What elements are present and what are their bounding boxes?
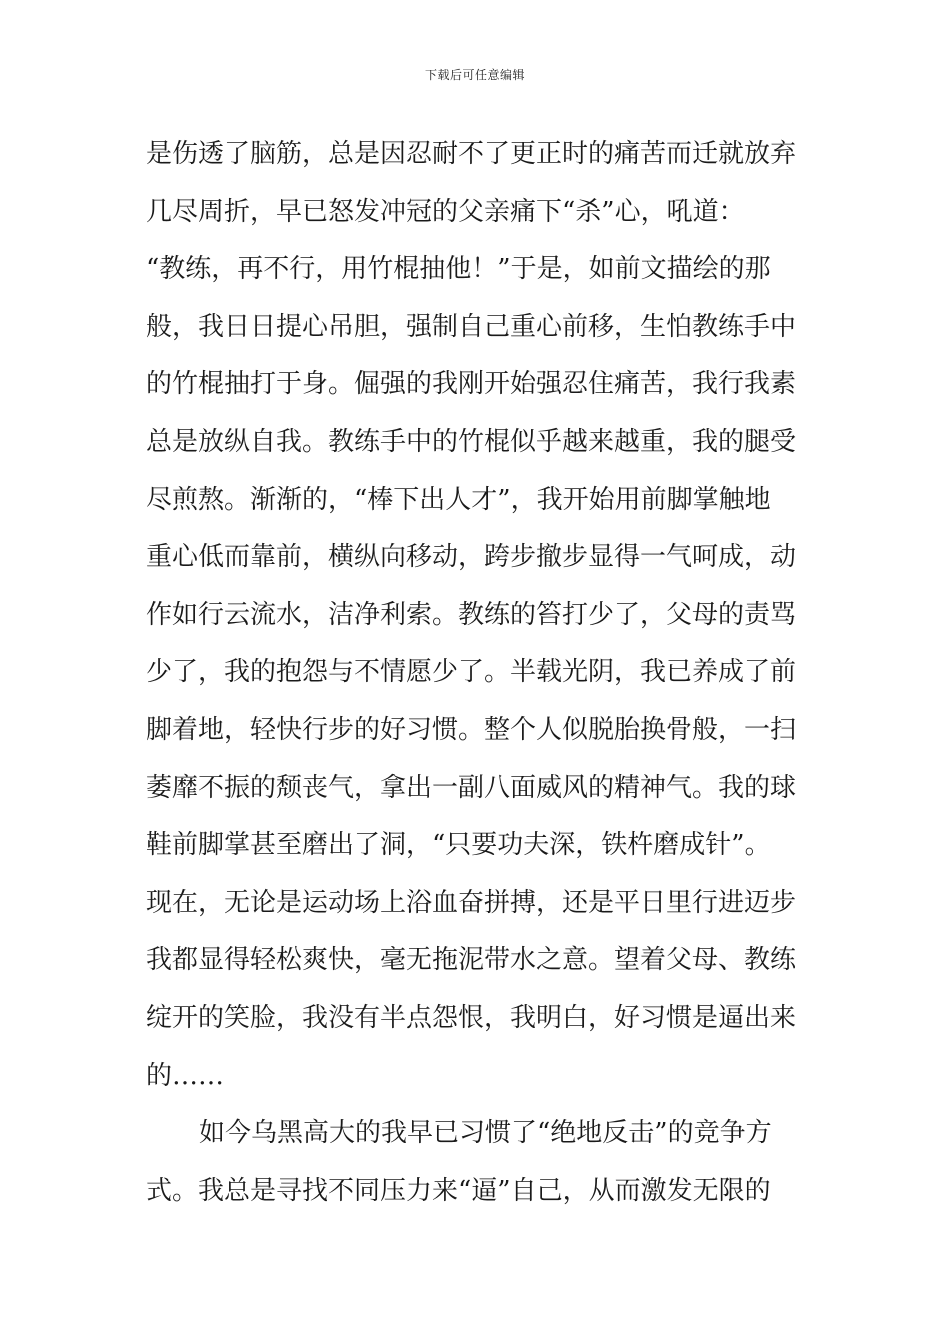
text-line: 我都显得轻松爽快，毫无拖泥带水之意。望着父母、教练: [146, 945, 797, 976]
paragraph-start-line: 如今乌黑高大的我早已习惯了“绝地反击”的竞争方: [199, 1118, 772, 1149]
text-line: 的……: [146, 1060, 225, 1091]
text-line: 是伤透了脑筋，总是因忍耐不了更正时的痛苦而迁就放弃: [146, 139, 797, 169]
text-line: 绽开的笑脸，我没有半点怨恨，我明白，好习惯是逼出来: [146, 1002, 797, 1033]
text-line: 少了，我的抱怨与不情愿少了。半载光阴，我已养成了前: [146, 657, 797, 688]
text-line: 作如行云流水，洁净利索。教练的笞打少了，父母的责骂: [146, 599, 797, 630]
text-line: 萎靡不振的颓丧气，拿出一副八面威风的精神气。我的球: [146, 772, 797, 803]
text-line: 鞋前脚掌甚至磨出了洞，“只要功夫深，铁杵磨成针”。: [146, 830, 771, 861]
document-body: [146, 126, 816, 1220]
text-line: 现在，无论是运动场上浴血奋拼搏，还是平日里行进迈步: [146, 887, 797, 918]
text-line: 的竹棍抽打于身。倔强的我刚开始强忍住痛苦，我行我素: [146, 369, 797, 400]
text-line: “教练，再不行，用竹棍抽他！”于是，如前文描绘的那: [146, 254, 771, 285]
text-line: 式。我总是寻找不同压力来“逼”自己，从而激发无限的: [146, 1175, 771, 1206]
text-line: 脚着地，轻快行步的好习惯。整个人似脱胎换骨般，一扫: [146, 714, 797, 745]
text-line: 般，我日日提心吊胆，强制自己重心前移，生怕教练手中: [146, 311, 797, 342]
text-line: 尽煎熬。渐渐的，“棒下出人才”，我开始用前脚掌触地: [146, 484, 771, 515]
text-line: 总是放纵自我。教练手中的竹棍似乎越来越重，我的腿受: [146, 426, 797, 457]
page-header: 下载后可任意编辑: [424, 68, 525, 82]
text-line: 重心低而靠前，横纵向移动，跨步撤步显得一气呵成，动: [146, 542, 797, 573]
text-line: 几尽周折，早已怒发冲冠的父亲痛下“杀”心，吼道：: [146, 196, 745, 227]
